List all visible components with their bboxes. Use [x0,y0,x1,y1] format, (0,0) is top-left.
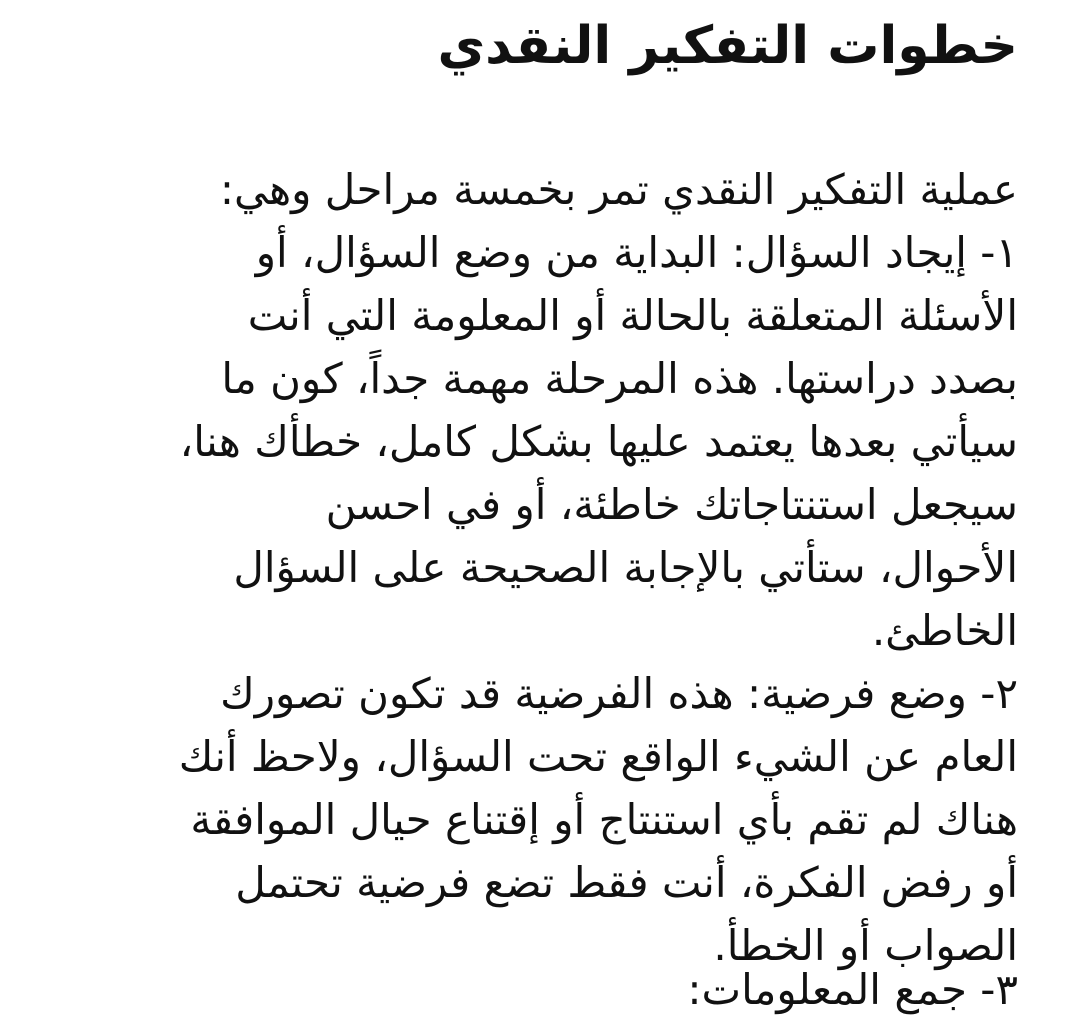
text-line: الخاطئ. [871,606,1018,655]
partially-visible-line: ٣- جمع المعلومات: [687,965,1018,1014]
text-line: سيأتي بعدها يعتمد عليها بشكل كامل، خطأك هنا، [179,417,1018,466]
text-line: الأحوال، ستأتي بالإجابة الصحيحة على السؤال [233,543,1018,592]
text-line: هناك لم تقم بأي استنتاج أو إقتناع حيال الموافقة [190,795,1018,844]
text-line: سيجعل استنتاجاتك خاطئة، أو في احسن [325,480,1018,529]
text-line: بصدد دراستها. هذه المرحلة مهمة جداً، كون ما [221,354,1018,403]
text-line: أو رفض الفكرة، أنت فقط تضع فرضية تحتمل [235,858,1018,907]
text-line: ٢- وضع فرضية: هذه الفرضية قد تكون تصورك [220,669,1018,718]
text-line: عملية التفكير النقدي تمر بخمسة مراحل وهي: [219,165,1018,214]
text-line: الصواب أو الخطأ. [713,921,1018,970]
page-title: خطوات التفكير النقدي [437,16,1018,76]
text-line: العام عن الشيء الواقع تحت السؤال، ولاحظ أنك [178,732,1018,781]
text-line: ١- إيجاد السؤال: البداية من وضع السؤال، أو [255,228,1018,277]
article-body [58,158,1018,977]
text-line: الأسئلة المتعلقة بالحالة أو المعلومة التي أنت [247,291,1018,340]
